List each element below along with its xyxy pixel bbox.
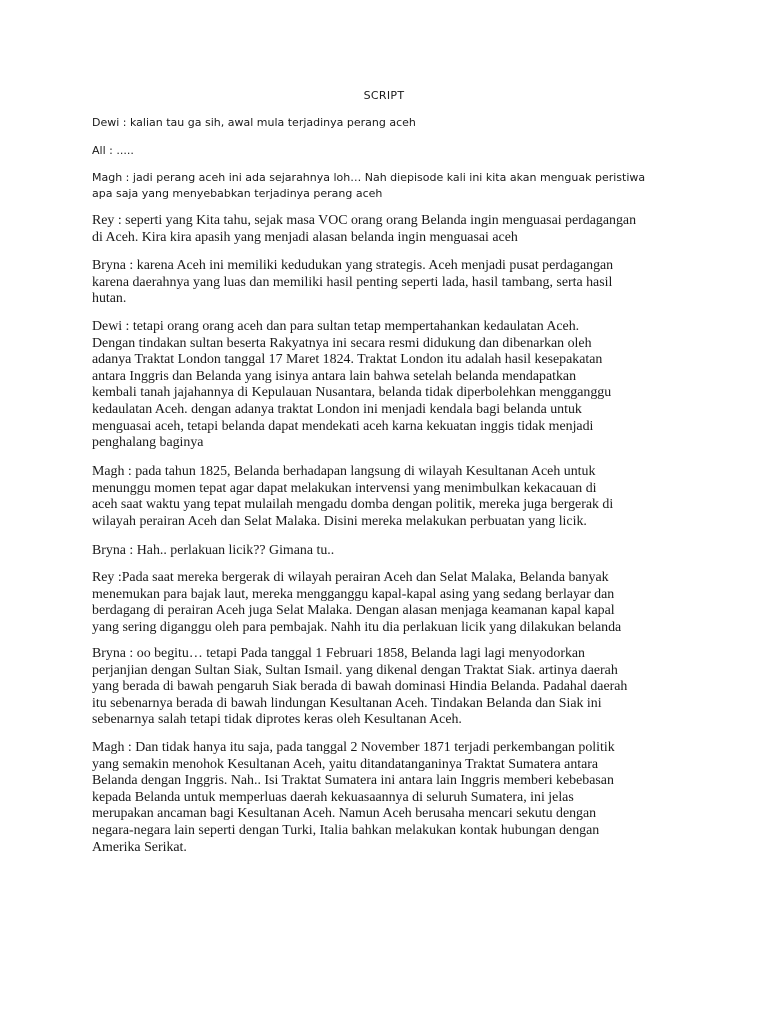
dialogue-line-magh-2: [92, 464, 682, 530]
dialogue-line-magh-1: [92, 170, 682, 202]
text-line: Bryna : Hah.. perlakuan licik?? Gimana tu..: [92, 543, 335, 558]
text-line: kepada Belanda untuk memperluas daerah kekuasaannya di seluruh Sumatera, ini jelas: [92, 789, 574, 805]
text-line: karena daerahnya yang luas dan memiliki hasil penting seperti lada, hasil tambang, serta hasil: [92, 274, 613, 290]
text-line: penghalang baginya: [92, 435, 204, 451]
text-line: Dewi : kalian tau ga sih, awal mula terjadinya perang aceh: [92, 116, 416, 129]
text-line: itu sebenarnya berada di bawah lindungan Kesultanan Aceh. Tindakan Belanda dan Siak ini: [92, 695, 602, 711]
text-line: menguasai aceh, tetapi belanda dapat mendekati aceh karna kekuatan inggis tidak menjadi: [92, 418, 594, 434]
text-line: Magh : pada tahun 1825, Belanda berhadapan langsung di wilayah Kesultanan Aceh untuk: [92, 464, 596, 479]
text-line: menunggu momen tepat agar dapat melakukan intervensi yang menimbulkan kekacauan di: [92, 480, 597, 496]
text-line: antara Inggris dan Belanda yang isinya antara lain bahwa setelah belanda mendapatkan: [92, 368, 577, 384]
text-line: Dewi : tetapi orang orang aceh dan para sultan tetap mempertahankan kedaulatan Aceh.: [92, 319, 580, 334]
text-line: sebenarnya salah tetapi tidak diprotes keras oleh Kesultanan Aceh.: [92, 712, 462, 728]
dialogue-line-dewi-1: [92, 115, 682, 131]
text-line: Bryna : karena Aceh ini memiliki kedudukan yang strategis. Aceh menjadi pusat perdagangan: [92, 258, 614, 273]
text-line: negara-negara lain seperti dengan Turki, Italia bahkan melakukan kontak hubungan dengan: [92, 822, 600, 838]
text-line: kembali tanah jajahannya di Kepulauan Nusantara, belanda tidak diperbolehkan mengganggu: [92, 385, 612, 401]
dialogue-line-bryna-3: [92, 646, 682, 729]
text-line: perjanjian dengan Sultan Siak, Sultan Ismail. yang dikenal dengan Traktat Siak. artinya daerah: [92, 662, 618, 678]
text-line: wilayah perairan Aceh dan Selat Malaka. Disini mereka melakukan perbuatan yang licik.: [92, 513, 587, 529]
text-line: adanya Traktat London tanggal 17 Maret 1824. Traktat London itu adalah hasil kesepakatan: [92, 352, 603, 368]
text-line: merupakan ancaman bagi Kesultanan Aceh. Namun Aceh berusaha mencari sekutu dengan: [92, 806, 597, 822]
text-line: apa saja yang menyebabkan terjadinya perang aceh: [92, 187, 383, 200]
dialogue-line-bryna-1: [92, 258, 682, 308]
text-line: hutan.: [92, 291, 127, 307]
text-line: All : .....: [92, 144, 134, 157]
text-line: Magh : Dan tidak hanya itu saja, pada tanggal 2 November 1871 terjadi perkembangan politik: [92, 740, 615, 755]
text-line: yang semakin menohok Kesultanan Aceh, yaitu ditandatanganinya Traktat Sumatera antara: [92, 756, 599, 772]
text-line: menemukan para bajak laut, mereka mengganggu kapal-kapal asing yang sedang berlayar dan: [92, 586, 615, 602]
text-line: Rey :Pada saat mereka bergerak di wilayah perairan Aceh dan Selat Malaka, Belanda banyak: [92, 570, 609, 585]
dialogue-line-bryna-2: [92, 543, 682, 560]
text-line: Belanda dengan Inggris. Nah.. Isi Traktat Sumatera ini antara lain Inggris memberi kebebasan: [92, 773, 614, 789]
document-title: SCRIPT: [363, 89, 405, 102]
text-line: Bryna : oo begitu… tetapi Pada tanggal 1 Februari 1858, Belanda lagi lagi menyodorkan: [92, 646, 585, 661]
dialogue-line-dewi-2: [92, 319, 682, 452]
text-line: berdagang di perairan Aceh juga Selat Malaka. Dengan alasan menjaga keamanan kapal kapal: [92, 603, 615, 619]
text-line: Magh : jadi perang aceh ini ada sejarahnya loh… Nah diepisode kali ini kita akan menguak peristiwa: [92, 171, 646, 184]
text-line: yang sering diganggu oleh para pembajak. Nahh itu dia perlakuan licik yang dilakukan belanda: [92, 619, 622, 635]
text-line: Rey : seperti yang Kita tahu, sejak masa VOC orang orang Belanda ingin menguasai perdagangan: [92, 213, 637, 228]
dialogue-line-all: [92, 143, 682, 159]
text-line: di Aceh. Kira kira apasih yang menjadi alasan belanda ingin menguasai aceh: [92, 229, 518, 245]
dialogue-line-rey-1: [92, 213, 682, 246]
text-line: yang berada di bawah pengaruh Siak berada di bawah dominasi Hindia Belanda. Padahal daerah: [92, 679, 628, 695]
text-line: Amerika Serikat.: [92, 839, 187, 855]
text-line: Dengan tindakan sultan beserta Rakyatnya ini secara resmi didukung dan dibenarkan oleh: [92, 335, 592, 351]
dialogue-line-magh-3: [92, 740, 682, 856]
text-line: kedaulatan Aceh. dengan adanya traktat London ini menjadi kendala bagi belanda untuk: [92, 401, 582, 417]
text-line: aceh saat waktu yang tepat mulailah mengadu domba dengan politik, mereka juga bergerak di: [92, 497, 614, 513]
dialogue-line-rey-2: [92, 570, 682, 636]
